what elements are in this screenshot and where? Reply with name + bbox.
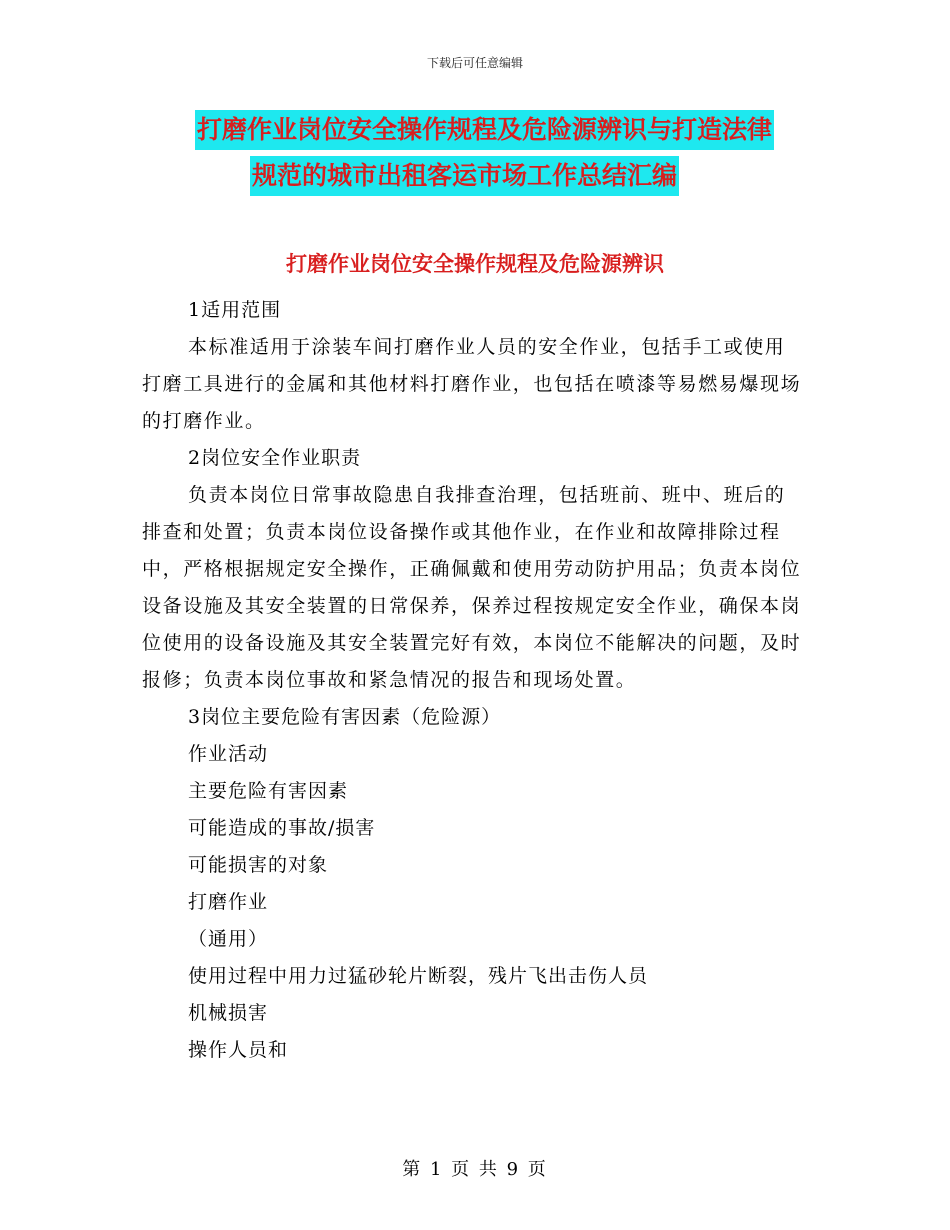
page-footer: 第 1 页 共 9 页 [402,1159,548,1180]
main-title-line-2: 规范的城市出租客运市场工作总结汇编 [250,156,679,196]
paragraph-duties: 负责本岗位日常事故隐患自我排查治理，包括班前、班中、班后的排查和处置；负责本岗位设备操作或其他作业，在作业和故障排除过程中，严格根据规定安全操作，正确佩戴和使用劳动防护用品；负责本岗位设备设施及其安全装置的日常保养，保养过程按规定安全作业，确保本岗位使用的设备设施及其安全装置完好有效，本岗位不能解决的问题，及时报修；负责本岗位事故和紧急情况的报告和现场处置。 [142,484,802,691]
section-title: 打磨作业岗位安全操作规程及危险源辨识 [286,251,664,276]
list-item: 作业活动 [188,743,269,765]
paragraph-scope: 本标准适用于涂装车间打磨作业人员的安全作业，包括手工或使用打磨工具进行的金属和其他材料打磨作业，也包括在喷漆等易燃易爆现场的打磨作业。 [142,336,802,432]
heading-duties: 2岗位安全作业职责 [188,447,362,469]
header-note: 下载后可任意编辑 [426,56,523,70]
list-item: 操作人员和 [188,1039,289,1061]
heading-hazards: 3岗位主要危险有害因素（危险源） [188,706,502,728]
list-item: 主要危险有害因素 [188,780,349,802]
list-item: 使用过程中用力过猛砂轮片断裂，残片飞出击伤人员 [188,965,649,987]
list-item: 可能造成的事故/损害 [188,817,376,839]
list-item: 机械损害 [188,1002,269,1024]
list-item: 打磨作业 [188,891,269,913]
document-body [142,292,802,1069]
main-title-line-1: 打磨作业岗位安全操作规程及危险源辨识与打造法律 [195,110,774,150]
list-item: （通用） [188,928,269,950]
list-item: 可能损害的对象 [188,854,329,876]
heading-scope: 1适用范围 [188,299,282,321]
